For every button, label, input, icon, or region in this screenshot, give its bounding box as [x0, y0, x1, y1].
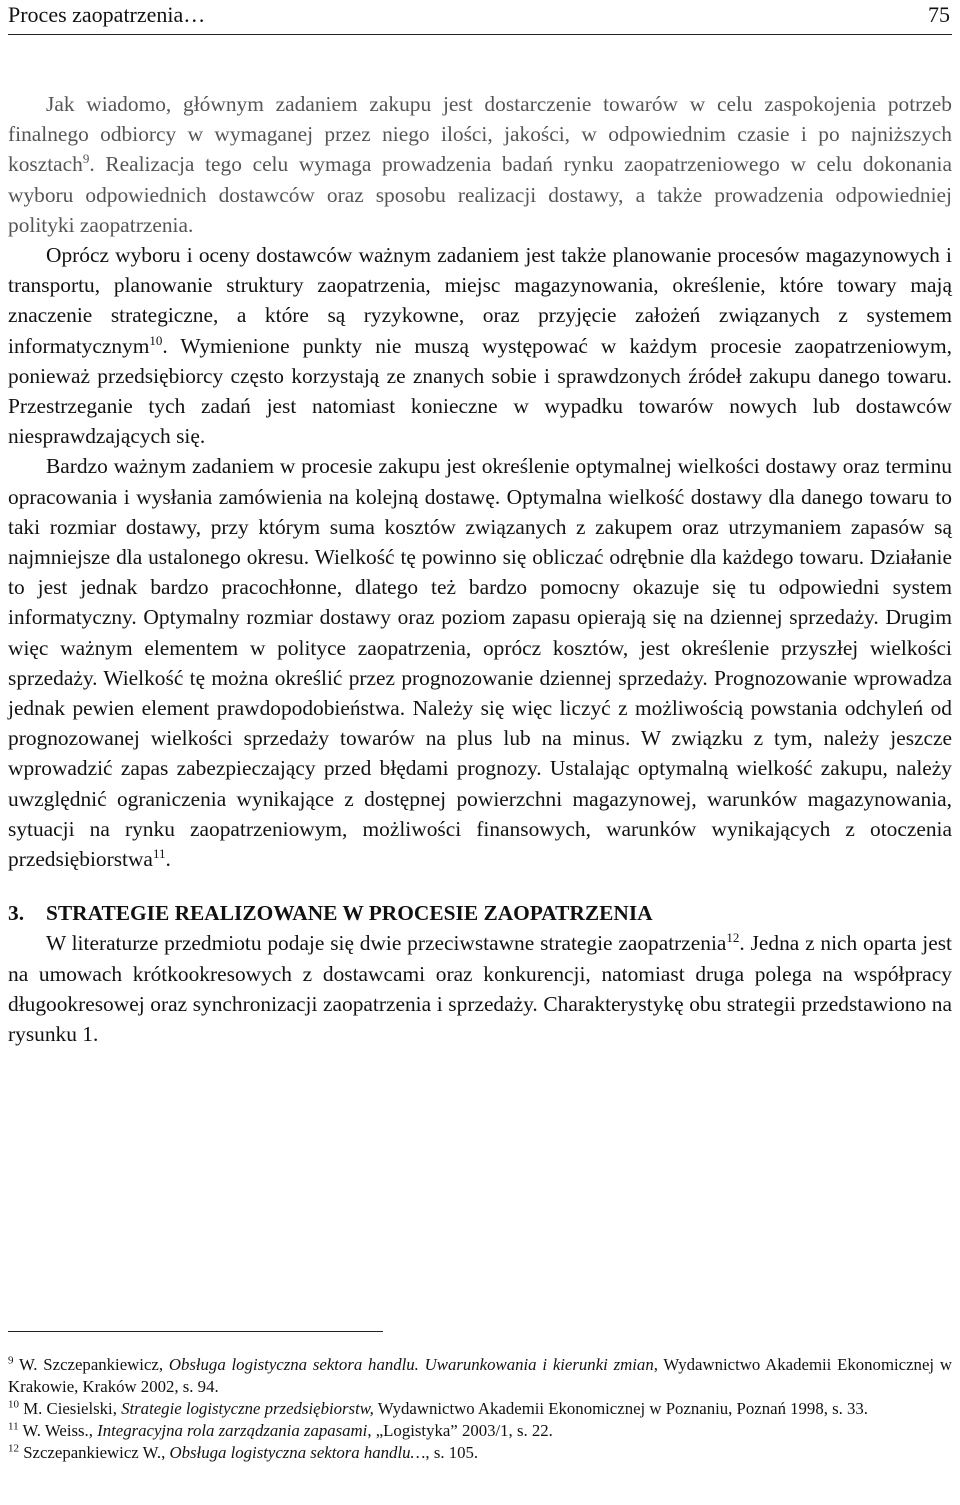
footnote-ref-9: 9 — [82, 151, 90, 167]
footnote-title: Obsługa logistyczna sektora handlu. Uwarunkowania i kierunki zmian — [168, 1355, 654, 1374]
body-text — [8, 89, 952, 1049]
section-number: 3. — [8, 901, 25, 926]
footnote-ref-12: 12 — [726, 930, 740, 946]
footnote-ref-11: 11 — [152, 845, 166, 861]
running-title: Proces zaopatrzenia… — [8, 2, 206, 27]
footnote-11 — [8, 1420, 952, 1442]
paragraph-4 — [8, 928, 952, 1049]
paragraph-2-text-b: . Wymienione punkty nie muszą występować w każdym procesie zaopatrzeniowym, ponieważ przedsiębiorcy często korzystają ze znanych sobie i sprawdzonych źródeł zakupu danego towaru. Przestrzeganie tych zadań jest natomiast konieczne w wypadku towarów nowych lub dostawców niesprawdzających się. — [8, 333, 952, 449]
footnote-number: 11 — [8, 1420, 19, 1433]
paragraph-1 — [8, 89, 952, 240]
footnote-title: Strategie logistyczne przedsiębiorstw, — [121, 1399, 374, 1418]
footnote-title: Integracyjna rola zarządzania zapasami — [97, 1421, 368, 1440]
footnote-text: , „Logistyka” 2003/1, s. 22. — [367, 1421, 553, 1440]
footnote-text: M. Ciesielski, — [19, 1399, 122, 1418]
footnote-text: , s. 105. — [425, 1443, 479, 1462]
footnote-number: 10 — [8, 1398, 19, 1411]
section-heading — [8, 898, 952, 928]
footnote-10 — [8, 1398, 952, 1420]
footnote-12 — [8, 1442, 952, 1464]
footnote-9 — [8, 1354, 952, 1398]
page-number: 75 — [928, 2, 950, 27]
paragraph-2-text-a: Oprócz wyboru i oceny dostawców ważnym zadaniem jest także planowanie procesów magazynowych i transportu, planowanie struktury zaopatrzenia, miejsc magazynowania, określenie, które towary mają znaczenie strategiczne, a które są ryzykowne, oraz przyjęcie założeń związanych z systemem informatycznym — [8, 243, 952, 358]
footnote-text: W. Szczepankiewicz, — [13, 1355, 169, 1374]
footnote-ref-10: 10 — [149, 332, 163, 348]
footnote-text: Szczepankiewicz W., — [19, 1443, 170, 1462]
paragraph-3-text-a: Bardzo ważnym zadaniem w procesie zakupu jest określenie optymalnej wielkości dostawy oraz terminu opracowania i wysłania zamówienia na kolejną dostawę. Optymalna wielkość dostawy dla danego towaru to taki rozmiar dostawy, przy którym suma kosztów związanych z zakupem oraz utrzymaniem zapasów są najmniejsze dla ustalonego okresu. Wielkość tę powinno się obliczać odrębnie dla każdego towaru. Działanie to jest jednak bardzo pracochłonne, dlatego też bardzo pomocny okazuje się tu odpowiedni system informatyczny. Optymalny rozmiar dostawy oraz poziom zapasu opierają się na dziennej sprzedaży. Drugim więc ważnym elementem w polityce zaopatrzenia, oprócz kosztów, jest określenie przyszłej wielkości sprzedaży. Wielkość tę można określić przez prognozowanie dziennej sprzedaży. Prognozowanie wprowadza jednak pewien element prawdopodobieństwa. Należy się więc liczyć z możliwością powstania odchyleń od prognozowanej wielkości sprzedaży towarów na plus lub na minus. W związku z tym, należy jeszcze wprowadzić zapas zabezpieczający przed błędami prognozy. Ustalając optymalną wielkość zakupu, należy uwzględnić ograniczenia wynikające z dostępnej powierzchni magazynowej, warunków magazynowania, sytuacji na rynku zaopatrzeniowym, możliwości finansowych, warunków wynikających z otoczenia przedsiębiorstwa — [8, 454, 952, 872]
paragraph-4-text-b: . Jedna z nich oparta jest na umowach krótkookresowych z dostawcami oraz konkurencji, natomiast druga polega na współpracy długookresowej oraz synchronizacji zaopatrzenia i sprzedaży. Charakterystykę obu strategii przedstawiono na rysunku 1. — [8, 931, 953, 1047]
paragraph-1-text-a: Jak wiadomo, głównym zadaniem zakupu jest dostarczenie towarów w celu zaspokojenia potrzeb finalnego odbiorcy w wymaganej przez niego ilości, jakości, w odpowiednim czasie i po najniższych kosztach — [8, 92, 952, 177]
running-header — [8, 0, 952, 35]
paragraph-4-text-a: W literaturze przedmiotu podaje się dwie przeciwstawne strategie zaopatrzenia — [46, 931, 727, 956]
footnote-number: 9 — [8, 1354, 14, 1367]
section-title: STRATEGIE REALIZOWANE W PROCESIE ZAOPATRZENIA — [46, 901, 653, 926]
paragraph-3-text-b: . — [165, 847, 171, 872]
paragraph-2 — [8, 240, 952, 451]
footnote-separator — [8, 1331, 383, 1332]
paragraph-3 — [8, 451, 952, 874]
footnote-title: Obsługa logistyczna sektora handlu… — [169, 1443, 426, 1462]
footnote-text: Wydawnictwo Akademii Ekonomicznej w Poznaniu, Poznań 1998, s. 33. — [373, 1399, 869, 1418]
footnote-text: , Wydawnictwo Akademii Ekonomicznej w Krakowie, Kraków 2002, s. 94. — [8, 1355, 952, 1396]
paragraph-1-text-b: . Realizacja tego celu wymaga prowadzenia badań rynku zaopatrzeniowego w celu dokonania wyboru odpowiednich dostawców oraz sposobu realizacji dostawy, a także prowadzenia odpowiedniej polityki zaopatrzenia. — [8, 152, 952, 237]
footnote-number: 12 — [8, 1442, 19, 1455]
footnotes — [8, 1354, 952, 1464]
footnote-text: W. Weiss., — [18, 1421, 98, 1440]
